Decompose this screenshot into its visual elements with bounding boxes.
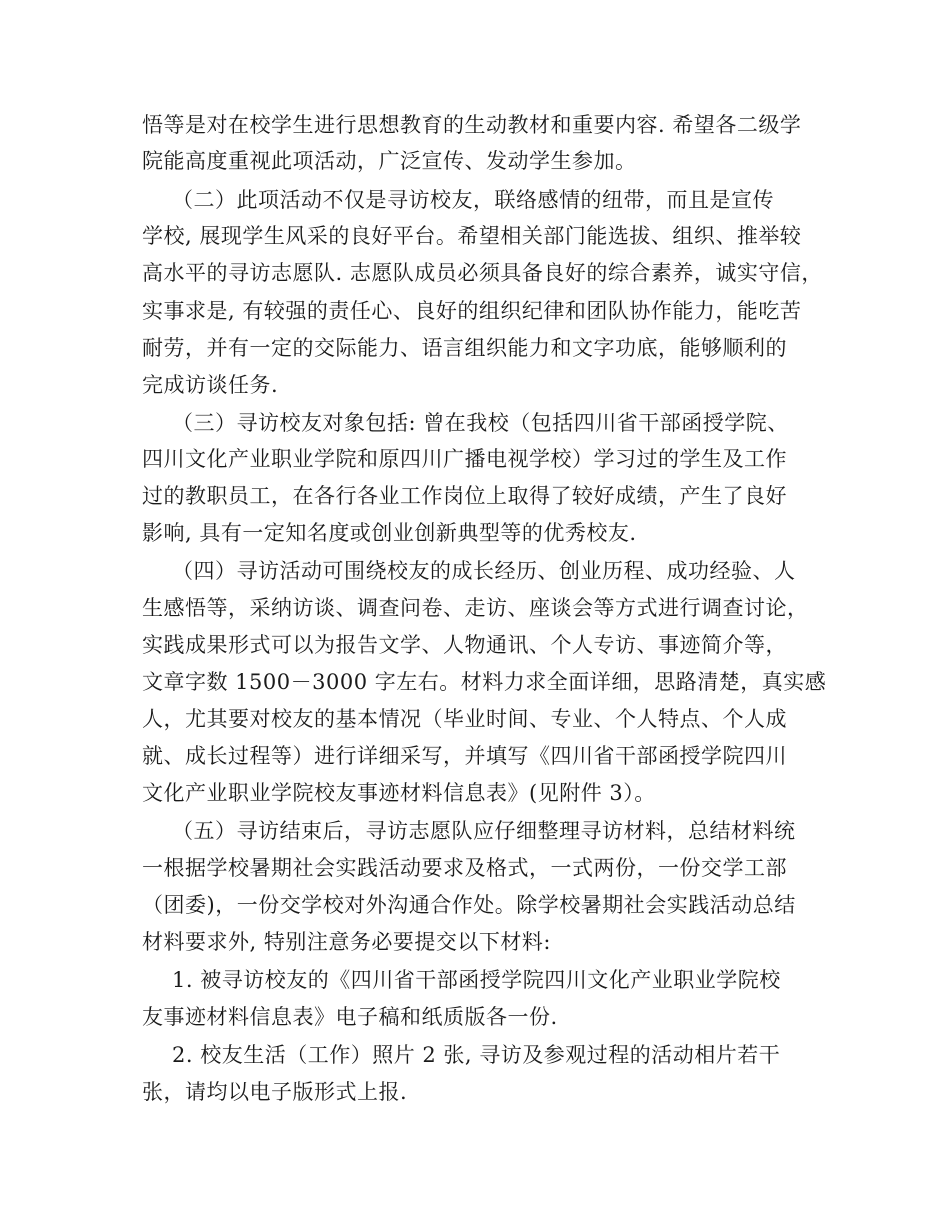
text-line: 悟等是对在校学生进行思想教育的生动教材和重要内容. 希望各二级学 [142,113,802,137]
paragraph-5-start: （五）寻访结束后，寻访志愿队应仔细整理寻访材料，总结材料统 [172,819,796,843]
text-line: 影响, 具有一定知名度或创业创新典型等的优秀校友. [142,521,637,545]
text-line: 过的教职员工，在各行各业工作岗位上取得了较好成绩，产生了良好 [142,484,787,508]
text-line: 生感悟等，采纳访谈、调查问卷、走访、座谈会等方式进行调查讨论， [142,596,809,620]
text-line: 学校, 展现学生风采的良好平台。希望相关部门能选拔、组织、推举较 [142,224,802,248]
text-line: 完成访谈任务. [142,373,279,397]
text-line: 实践成果形式可以为报告文学、人物通讯、个人专访、事迹简介等， [142,633,787,657]
paragraph-4-start: （四）寻访活动可围绕校友的成长经历、创业历程、成功经验、人 [172,559,796,583]
text-line: 实事求是, 有较强的责任心、良好的组织纪律和团队协作能力，能吃苦 [142,299,802,323]
text-line: 就、成长过程等）进行详细采写，并填写《四川省干部函授学院四川 [142,744,787,768]
text-line: 人，尤其要对校友的基本情况（毕业时间、专业、个人特点、个人成 [142,707,787,731]
list-item-2-start: 2. 校友生活（工作）照片 2 张, 寻访及参观过程的活动相片若干 [172,1043,781,1067]
paragraph-2-start: （二）此项活动不仅是寻访校友，联络感情的纽带，而且是宣传 [172,188,774,212]
text-line: （团委)，一份交学校对外沟通合作处。除学校暑期社会实践活动总结 [142,893,796,917]
text-line: 四川文化产业职业学院和原四川广播电视学校）学习过的学生及工作 [142,447,787,471]
text-line: 文章字数 1500－3000 字左右。材料力求全面详细，思路清楚，真实感 [142,670,827,694]
text-line: 材料要求外, 特别注意务必要提交以下材料: [142,930,551,954]
paragraph-3-start: （三）寻访校友对象包括: 曾在我校（包括四川省干部函授学院、 [172,411,789,435]
text-line: 友事迹材料信息表》电子稿和纸质版各一份. [142,1005,558,1029]
text-line: 院能高度重视此项活动，广泛宣传、发动学生参加。 [142,149,637,173]
list-item-1-start: 1. 被寻访校友的《四川省干部函授学院四川文化产业职业学院校 [172,968,781,992]
text-line: 耐劳，并有一定的交际能力、语言组织能力和文字功底，能够顺利的 [142,336,787,360]
text-line: 高水平的寻访志愿队. 志愿队成员必须具备良好的综合素养，诚实守信， [142,261,823,285]
text-line: 文化产业职业学院校友事迹材料信息表》(见附件 3）。 [142,781,656,805]
text-line: 一根据学校暑期社会实践活动要求及格式，一式两份，一份交学工部 [142,856,787,880]
text-line: 张，请均以电子版形式上报. [142,1080,408,1104]
